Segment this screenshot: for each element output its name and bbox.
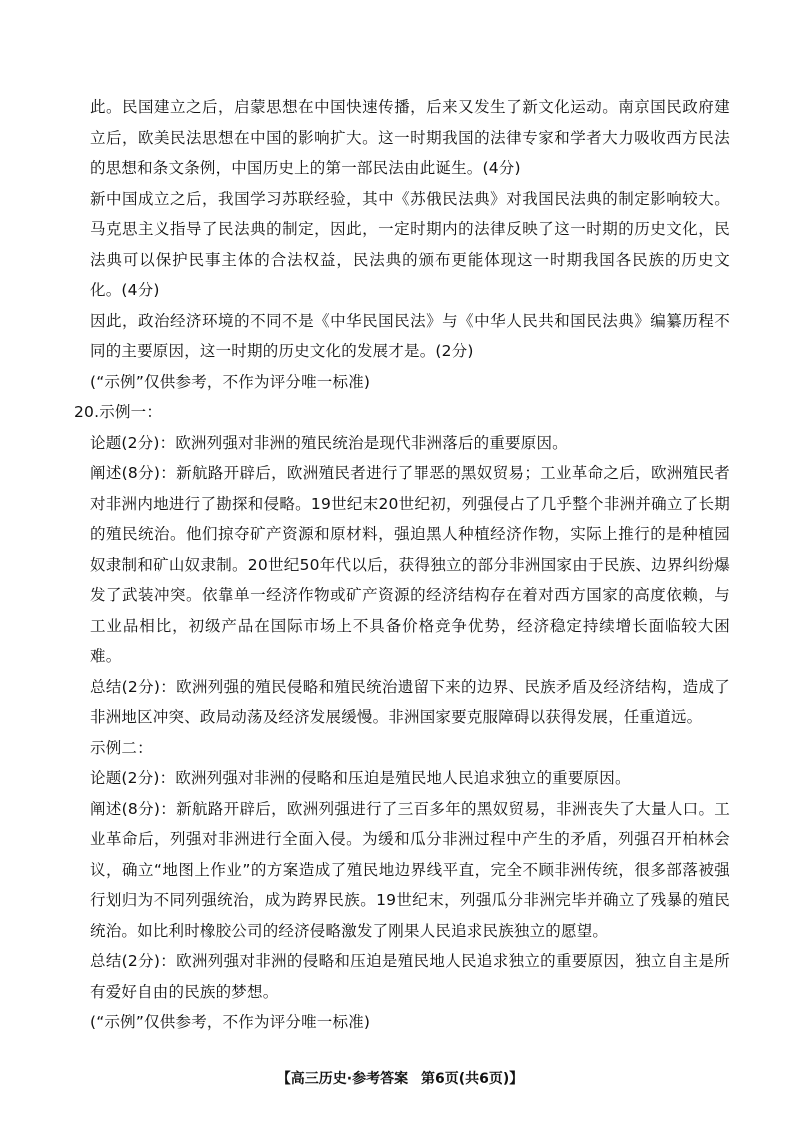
- disclaimer-note: (“示例”仅供参考，不作为评分唯一标准): [90, 372, 371, 391]
- example1-argument: 阐述(8分)：新航路开辟后，欧洲殖民者进行了罪恶的黑奴贸易；工业革命之后，欧洲殖民者对非洲内地进行了勘探和侵略。19世纪末20世纪初，列强侵占了几乎整个非洲并确立了长期的殖民统治。他们掠夺矿产资源和原材料，强迫黑人种植经济作物，实际上推行的是种植园奴隶制和矿山奴隶制。20世纪50年代以后，获得独立的部分非洲国家由于民族、边界纠纷爆发了武装冲突。依靠单一经济作物或矿产资源的经济结构存在着对西方国家的高度依赖，与工业品相比，初级产品在国际市场上不具备价格竞争优势，经济稳定持续增长面临较大困难。: [90, 464, 730, 665]
- example1-summary: 总结(2分)：欧洲列强的殖民侵略和殖民统治遗留下来的边界、民族矛盾及经济结构，造成了非洲地区冲突、政局动荡及经济发展缓慢。非洲国家要克服障碍以获得发展，任重道远。: [90, 677, 730, 726]
- paragraph-civil-law-origin: 此。民国建立之后，启蒙思想在中国快速传播，后来又发生了新文化运动。南京国民政府建立后，欧美民法思想在中国的影响扩大。这一时期我国的法律专家和学者大力吸收西方民法的思想和条文条例，中国历史上的第一部民法由此诞生。(4分): [90, 98, 730, 177]
- example2-label: 示例二：: [90, 738, 153, 757]
- answer-content: [74, 92, 730, 1038]
- disclaimer-note-2: (“示例”仅供参考，不作为评分唯一标准): [90, 1013, 371, 1031]
- example2-thesis: 论题(2分)：欧洲列强对非洲的侵略和压迫是殖民地人民追求独立的重要原因。: [90, 769, 631, 787]
- footer-page-number: 第6页(共6页)】: [420, 1071, 524, 1087]
- example2-argument: 阐述(8分)：新航路开辟后，欧洲列强进行了三百多年的黑奴贸易，非洲丧失了大量人口。工业革命后，列强对非洲进行全面入侵。为缓和瓜分非洲过程中产生的矛盾，列强召开柏林会议，确立“地图上作业”的方案造成了殖民地边界线平直，完全不顾非洲传统，很多部落被强行划归为不同列强统治，成为跨界民族。19世纪末，列强瓜分非洲完毕并确立了残暴的殖民统治。如比利时橡胶公司的经济侵略激发了刚果人民追求民族独立的愿望。: [90, 799, 730, 940]
- question-20-label: 20.示例一：: [74, 403, 163, 421]
- paragraph-new-china: 新中国成立之后，我国学习苏联经验，其中《苏俄民法典》对我国民法典的制定影响较大。马克思主义指导了民法典的制定，因此，一定时期内的法律反映了这一时期的历史文化，民法典可以保护民事主体的合法权益，民法典的颁布更能体现这一时期我国各民族的历史文化。(4分): [90, 189, 730, 299]
- page-footer: [0, 1068, 800, 1088]
- example1-thesis: 论题(2分)：欧洲列强对非洲的殖民统治是现代非洲落后的重要原因。: [90, 433, 568, 452]
- example2-summary: 总结(2分)：欧洲列强对非洲的侵略和压迫是殖民地人民追求独立的重要原因，独立自主是所有爱好自由的民族的梦想。: [90, 952, 730, 1001]
- footer-title: 【高三历史·参考答案: [276, 1071, 409, 1087]
- paragraph-conclusion: 因此，政治经济环境的不同不是《中华民国民法》与《中华人民共和国民法典》编纂历程不同的主要原因，这一时期的历史文化的发展才是。(2分): [90, 311, 730, 360]
